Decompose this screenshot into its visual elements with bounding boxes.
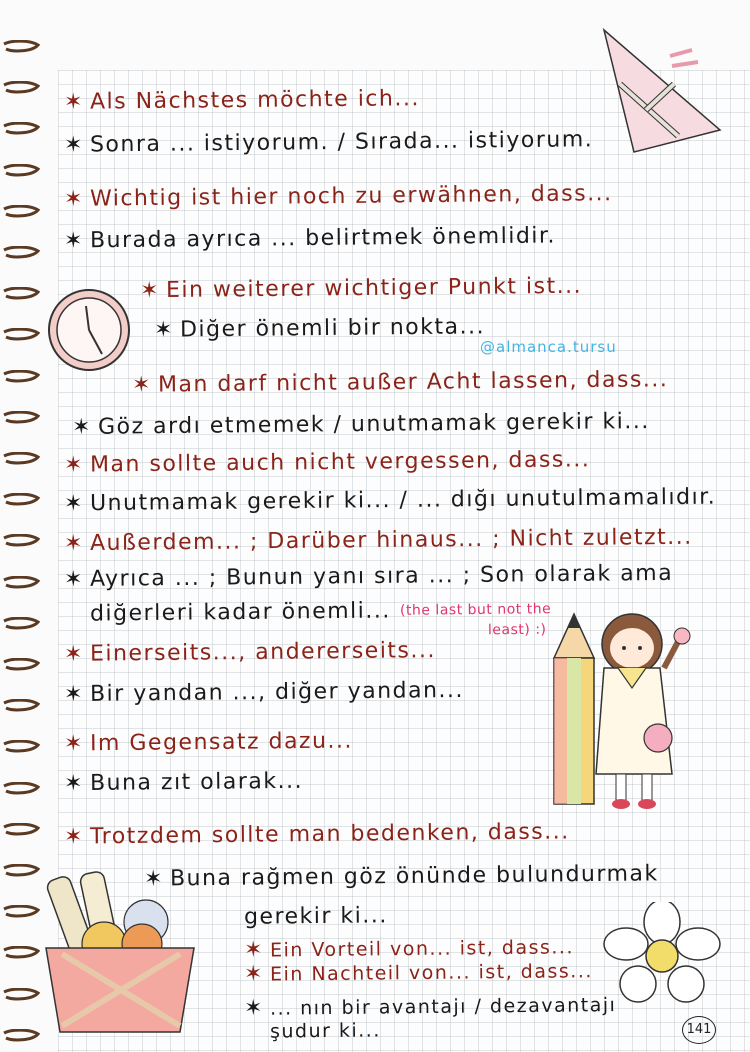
phrase-4-german: ✶ Man darf nicht außer Acht lassen, dass... bbox=[131, 367, 669, 398]
phrase-1-turkish: ✶ Sonra ... istiyorum. / Sırada... istiyorum. bbox=[63, 127, 594, 158]
phrase-10-german-disadvantage: ✶ Ein Nachteil von... ist, dass... bbox=[243, 960, 593, 987]
clock-icon bbox=[44, 284, 134, 376]
phrase-9-turkish-line-1: ✶ Buna rağmen göz önünde bulundurmak bbox=[143, 861, 659, 892]
phrase-2-turkish: ✶ Burada ayrıca ... belirtmek önemlidir. bbox=[63, 223, 557, 254]
spiral-ring bbox=[2, 287, 40, 300]
spiral-ring bbox=[2, 782, 40, 795]
phrase-4-turkish: ✶ Göz ardı etmemek / unutmamak gerekir ki... bbox=[71, 408, 650, 441]
page-number: 141 bbox=[682, 1016, 716, 1044]
triangle-bookmark-sticker bbox=[600, 26, 724, 156]
girl-with-pencil-sticker bbox=[548, 598, 698, 810]
phrase-3-german: ✶ Ein weiterer wichtiger Punkt ist... bbox=[139, 273, 583, 304]
spiral-ring bbox=[2, 988, 40, 1001]
spiral-ring bbox=[2, 40, 40, 53]
spiral-ring bbox=[2, 740, 40, 753]
spiral-ring bbox=[2, 617, 40, 630]
spiral-ring bbox=[2, 905, 40, 918]
spiral-ring bbox=[2, 328, 40, 341]
spiral-ring bbox=[2, 205, 40, 218]
spiral-ring bbox=[2, 493, 40, 506]
spiral-ring bbox=[2, 246, 40, 259]
spiral-ring bbox=[2, 122, 40, 135]
phrase-7-german: ✶ Einerseits..., andererseits... bbox=[63, 638, 437, 667]
spiral-ring bbox=[2, 370, 40, 383]
note-line-1: (the last but not the bbox=[399, 601, 552, 619]
phrase-10-turkish-line-1: ✶ ... nın bir avantajı / dezavantajı bbox=[243, 994, 617, 1021]
phrase-10-turkish-line-2: şudur ki... bbox=[269, 1019, 381, 1043]
spiral-ring bbox=[2, 164, 40, 177]
phrase-7-turkish: ✶ Bir yandan ..., diğer yandan... bbox=[63, 677, 465, 708]
phrase-5-german: ✶ Man sollte auch nicht vergessen, dass... bbox=[63, 447, 591, 478]
phrase-9-german: ✶ Trotzdem sollte man bedenken, dass... bbox=[63, 819, 570, 850]
phrase-6-turkish-line-1: ✶ Ayrıca ... ; Bunun yanı sıra ... ; Son olarak ama bbox=[63, 560, 674, 593]
phrase-9-turkish-line-2: gerekir ki... bbox=[243, 903, 388, 930]
phrase-2-german: ✶ Wichtig ist hier noch zu erwähnen, dass... bbox=[63, 181, 613, 212]
phrase-1-german: ✶ Als Nächstes möchte ich... bbox=[63, 86, 421, 115]
spiral-ring bbox=[2, 658, 40, 671]
spiral-ring bbox=[2, 946, 40, 959]
spiral-ring bbox=[2, 576, 40, 589]
spiral-ring bbox=[2, 452, 40, 465]
spiral-ring bbox=[2, 534, 40, 547]
spiral-ring bbox=[2, 699, 40, 712]
instagram-handle: @almanca.tursu bbox=[480, 338, 617, 356]
phrase-5-turkish: ✶ Unutmamak gerekir ki... / ... dığı unutulmamalıdır. bbox=[63, 484, 717, 517]
phrase-8-turkish: ✶ Buna zıt olarak... bbox=[63, 768, 304, 797]
phrase-10-german-advantage: ✶ Ein Vorteil von... ist, dass... bbox=[243, 936, 575, 963]
spiral-ring bbox=[2, 1029, 40, 1042]
spiral-ring bbox=[2, 864, 40, 877]
note-line-2: least) :) bbox=[487, 621, 547, 639]
spiral-ring bbox=[2, 823, 40, 836]
phrase-6-turkish-line-2: diğerleri kadar önemli... bbox=[89, 598, 391, 627]
phrase-8-german: ✶ Im Gegensatz dazu... bbox=[63, 728, 354, 757]
spiral-ring bbox=[2, 81, 40, 94]
spiral-ring bbox=[2, 411, 40, 424]
flower-icon bbox=[602, 902, 722, 1006]
phrase-6-german: ✶ Außerdem... ; Darüber hinaus... ; Nicht zuletzt... bbox=[63, 524, 693, 557]
phrase-3-turkish: ✶ Diğer önemli bir nokta... bbox=[153, 314, 486, 343]
yarn-basket-sticker bbox=[40, 866, 200, 1042]
